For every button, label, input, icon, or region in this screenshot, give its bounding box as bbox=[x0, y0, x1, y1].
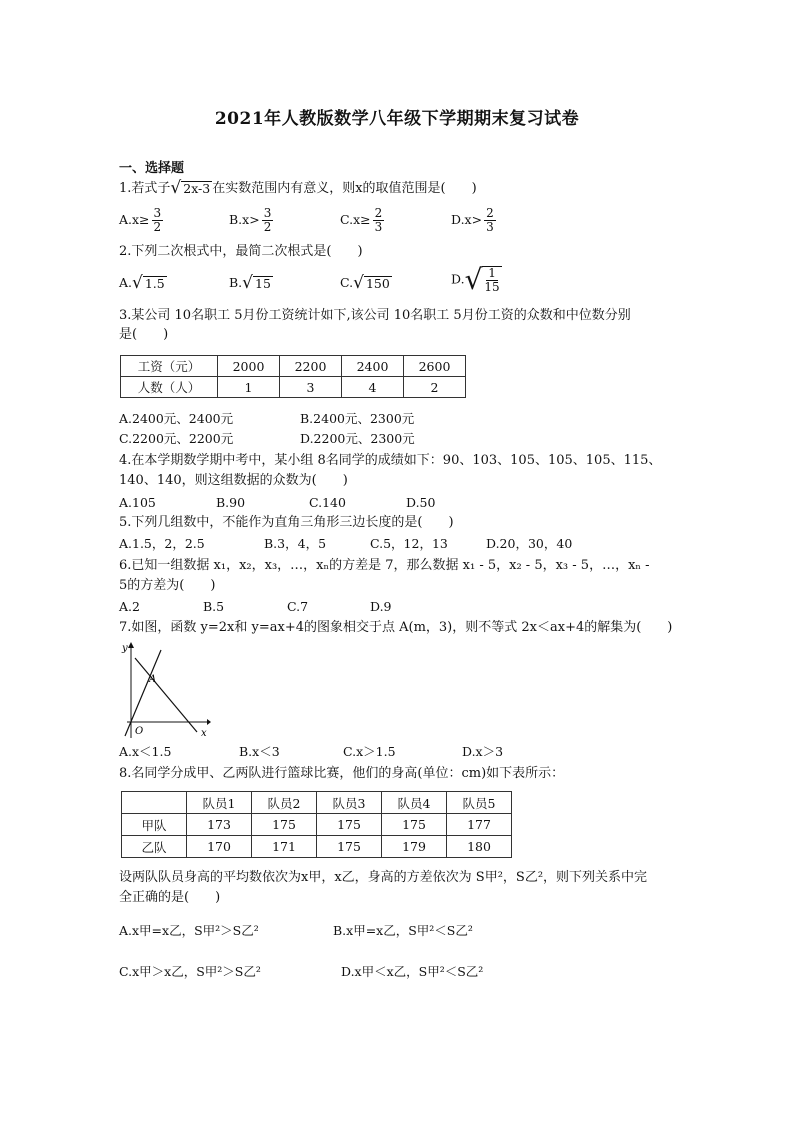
q4-option-d[interactable]: D.50 bbox=[406, 495, 436, 510]
y-axis-label: y bbox=[122, 643, 128, 654]
q2-option-b[interactable]: B. √ 15 bbox=[229, 273, 271, 293]
q5-option-a[interactable]: A.1.5，2，2.5 bbox=[119, 536, 205, 551]
line-y-2x bbox=[125, 650, 161, 736]
q6-option-c[interactable]: C.7 bbox=[287, 599, 309, 614]
q8-height-table bbox=[121, 791, 512, 858]
q3-option-d[interactable]: D.2200元、2300元 bbox=[300, 431, 415, 446]
question-6-line1: 6.已知一组数据 x₁，x₂，x₃，…，xₙ的方差是 7，那么数据 x₁ - 5，x₂ - 5，x₃ - 5，…，xₙ - bbox=[119, 558, 650, 573]
q8-option-c[interactable]: C.x甲＞x乙，S甲²＞S乙² bbox=[119, 964, 261, 979]
line-y-ax-plus-4 bbox=[135, 658, 197, 732]
q4-option-a[interactable]: A.105 bbox=[119, 495, 156, 510]
question-3-line2: 是( ) bbox=[119, 327, 169, 342]
q8-option-d[interactable]: D.x甲＜x乙，S甲²＜S乙² bbox=[341, 964, 484, 979]
question-4-line2: 140、140，则这组数据的众数为( ) bbox=[119, 473, 348, 488]
q7-option-b[interactable]: B.x＜3 bbox=[239, 744, 280, 759]
q7-function-graph bbox=[119, 640, 211, 740]
table-row: 人数（人） 1 3 4 2 bbox=[121, 377, 466, 398]
q3-salary-table bbox=[120, 355, 466, 398]
sqrt-symbol: √ 2x-3 bbox=[170, 178, 211, 198]
q5-option-d[interactable]: D.20，30，40 bbox=[486, 536, 573, 551]
question-5: 5.下列几组数中，不能作为直角三角形三边长度的是( ) bbox=[119, 515, 454, 530]
q1-suffix: 在实数范围内有意义，则x的取值范围是( ) bbox=[212, 181, 477, 196]
q3-option-b[interactable]: B.2400元、2300元 bbox=[300, 411, 415, 426]
q3-option-a[interactable]: A.2400元、2400元 bbox=[119, 411, 234, 426]
question-7: 7.如图，函数 y=2x和 y=ax+4的图象相交于点 A(m，3)，则不等式 2x＜ax+4的解集为( ) bbox=[119, 620, 673, 635]
q1-radicand: 2x-3 bbox=[183, 181, 211, 196]
q3-option-c[interactable]: C.2200元、2200元 bbox=[119, 431, 234, 446]
table-row: 队员1 队员2 队员3 队员4 队员5 bbox=[122, 792, 512, 814]
question-1 bbox=[119, 180, 477, 198]
q6-option-a[interactable]: A.2 bbox=[119, 599, 140, 614]
page-title: 2021年人教版数学八年级下学期期末复习试卷 bbox=[214, 109, 580, 129]
q8-option-b[interactable]: B.x甲=x乙，S甲²＜S乙² bbox=[333, 923, 473, 938]
q1-option-b[interactable]: B.x> $\frac{3}{2}$ bbox=[229, 206, 272, 234]
q5-option-c[interactable]: C.5，12，13 bbox=[370, 536, 448, 551]
x-axis-label: x bbox=[201, 728, 207, 739]
q7-option-a[interactable]: A.x＜1.5 bbox=[119, 744, 172, 759]
q2-option-d[interactable]: D. √ $\frac{1}{15}$ bbox=[451, 263, 500, 296]
q2-option-c[interactable]: C. √ 150 bbox=[340, 273, 390, 293]
origin-label: O bbox=[135, 726, 144, 737]
q7-option-d[interactable]: D.x＞3 bbox=[462, 744, 504, 759]
question-6-line2: 5的方差为( ) bbox=[119, 578, 216, 593]
question-4-line1: 4.在本学期数学期中考中，某小组 8名同学的成绩如下：90、103、105、105、105、115、 bbox=[119, 453, 662, 468]
question-3-line1: 3.某公司 10名职工 5月份工资统计如下,该公司 10名职工 5月份工资的众数和中位数分别 bbox=[119, 308, 631, 323]
question-8-stem-line1: 设两队队员身高的平均数依次为x甲，x乙，身高的方差依次为 S甲²，S乙²，则下列关系中完 bbox=[119, 870, 648, 885]
question-8: 8.名同学分成甲、乙两队进行篮球比赛，他们的身高(单位：cm)如下表所示： bbox=[119, 766, 565, 781]
q4-option-c[interactable]: C.140 bbox=[309, 495, 346, 510]
table-row: 甲队 173 175 175 175 177 bbox=[122, 814, 512, 836]
q2-option-a[interactable]: A. √ 1.5 bbox=[119, 273, 165, 293]
q4-option-b[interactable]: B.90 bbox=[216, 495, 246, 510]
q1-option-c[interactable]: C.x≥ $\frac{2}{3}$ bbox=[340, 206, 383, 234]
q1-prefix: 1.若式子 bbox=[119, 181, 171, 196]
q6-option-d[interactable]: D.9 bbox=[370, 599, 392, 614]
q1-option-d[interactable]: D.x> $\frac{2}{3}$ bbox=[451, 206, 494, 234]
q5-option-b[interactable]: B.3，4，5 bbox=[264, 536, 327, 551]
q1-option-a[interactable]: A.x≥ $\frac{3}{2}$ bbox=[119, 206, 162, 234]
q7-option-c[interactable]: C.x＞1.5 bbox=[343, 744, 396, 759]
question-2: 2.下列二次根式中，最简二次根式是( ) bbox=[119, 244, 363, 259]
question-8-stem-line2: 全正确的是( ) bbox=[119, 890, 221, 905]
q8-option-a[interactable]: A.x甲=x乙，S甲²＞S乙² bbox=[119, 923, 259, 938]
q6-option-b[interactable]: B.5 bbox=[203, 599, 225, 614]
section-heading: 一、选择题 bbox=[119, 161, 185, 176]
table-row: 乙队 170 171 175 179 180 bbox=[122, 836, 512, 858]
point-a-label: A bbox=[149, 674, 157, 685]
table-row: 工资（元） 2000 2200 2400 2600 bbox=[121, 356, 466, 377]
